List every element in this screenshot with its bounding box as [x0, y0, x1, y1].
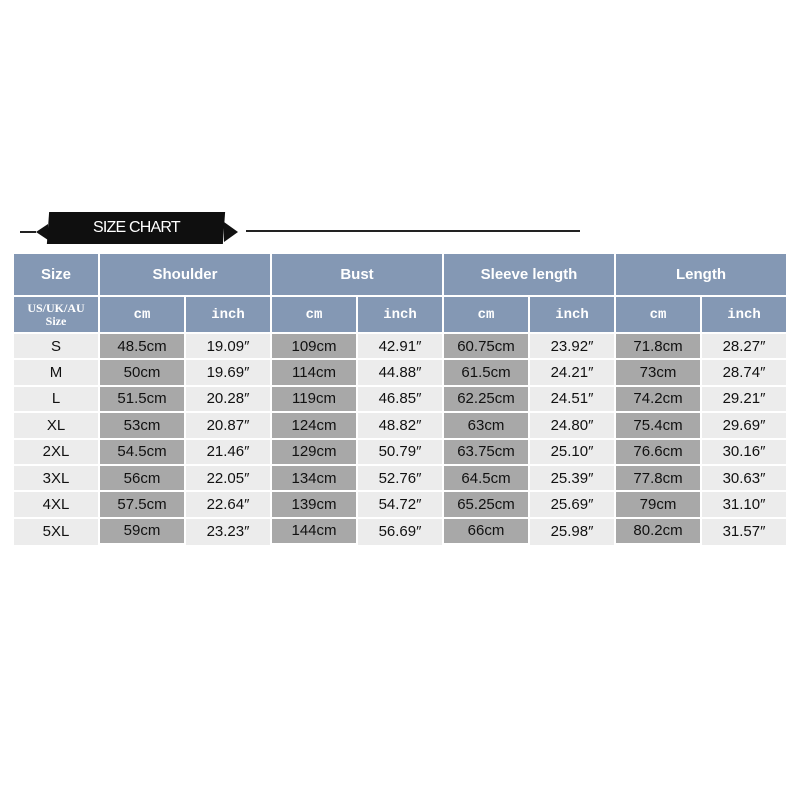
cell-shoulder-inch: 22.05″ [186, 466, 270, 492]
cell-bust-inch: 44.88″ [358, 360, 442, 386]
cell-size: 2XL [14, 440, 98, 466]
cell-shoulder-inch: 23.23″ [186, 519, 270, 545]
cell-shoulder-cm: 54.5cm [100, 440, 184, 466]
cell-sleeve-cm: 63cm [444, 413, 528, 439]
cell-length-cm: 74.2cm [616, 387, 700, 413]
cell-sleeve-inch: 24.51″ [530, 387, 614, 413]
cell-shoulder-cm: 51.5cm [100, 387, 184, 413]
cell-sleeve-cm: 64.5cm [444, 466, 528, 492]
cell-bust-inch: 42.91″ [358, 334, 442, 360]
cell-shoulder-inch: 19.69″ [186, 360, 270, 386]
cell-size: 5XL [14, 519, 98, 545]
banner-right-arrow-icon [224, 222, 238, 242]
subheader-bust-inch: inch [358, 297, 442, 334]
subheader-length-inch: inch [702, 297, 786, 334]
cell-length-inch: 28.27″ [702, 334, 786, 360]
cell-length-inch: 29.69″ [702, 413, 786, 439]
subheader-sleeve-cm: cm [444, 297, 528, 334]
size-chart-table [14, 254, 780, 545]
cell-length-inch: 28.74″ [702, 360, 786, 386]
cell-size: 3XL [14, 466, 98, 492]
cell-bust-cm: 139cm [272, 492, 356, 518]
cell-sleeve-cm: 66cm [444, 519, 528, 545]
cell-shoulder-cm: 48.5cm [100, 334, 184, 360]
cell-bust-cm: 144cm [272, 519, 356, 545]
cell-length-inch: 30.63″ [702, 466, 786, 492]
cell-bust-inch: 56.69″ [358, 519, 442, 545]
cell-sleeve-inch: 25.98″ [530, 519, 614, 545]
header-sleeve-length: Sleeve length [444, 254, 614, 297]
cell-shoulder-cm: 50cm [100, 360, 184, 386]
cell-sleeve-cm: 63.75cm [444, 440, 528, 466]
cell-size: M [14, 360, 98, 386]
subheader-shoulder-cm: cm [100, 297, 184, 334]
cell-length-cm: 71.8cm [616, 334, 700, 360]
banner-dash [20, 231, 36, 233]
header-bust: Bust [272, 254, 442, 297]
cell-size: L [14, 387, 98, 413]
cell-length-inch: 31.10″ [702, 492, 786, 518]
cell-shoulder-cm: 56cm [100, 466, 184, 492]
cell-length-inch: 30.16″ [702, 440, 786, 466]
cell-sleeve-inch: 25.39″ [530, 466, 614, 492]
cell-bust-cm: 134cm [272, 466, 356, 492]
header-shoulder: Shoulder [100, 254, 270, 297]
cell-shoulder-cm: 57.5cm [100, 492, 184, 518]
cell-sleeve-cm: 61.5cm [444, 360, 528, 386]
cell-sleeve-inch: 24.21″ [530, 360, 614, 386]
cell-shoulder-inch: 22.64″ [186, 492, 270, 518]
subheader-size-region [14, 297, 98, 334]
banner-left-arrow-icon [36, 224, 48, 240]
subheader-shoulder-inch: inch [186, 297, 270, 334]
cell-bust-cm: 114cm [272, 360, 356, 386]
cell-sleeve-cm: 60.75cm [444, 334, 528, 360]
size-chart-title: SIZE CHART [47, 212, 225, 244]
cell-size: XL [14, 413, 98, 439]
cell-bust-cm: 124cm [272, 413, 356, 439]
header-size: Size [14, 254, 98, 297]
cell-bust-cm: 109cm [272, 334, 356, 360]
cell-shoulder-cm: 59cm [100, 519, 184, 545]
cell-length-cm: 75.4cm [616, 413, 700, 439]
cell-size: 4XL [14, 492, 98, 518]
size-region-line-1: US/UK/AU [27, 300, 85, 315]
cell-bust-inch: 46.85″ [358, 387, 442, 413]
cell-bust-inch: 52.76″ [358, 466, 442, 492]
cell-sleeve-cm: 65.25cm [444, 492, 528, 518]
size-region-line-2: Size [45, 313, 67, 328]
cell-bust-cm: 119cm [272, 387, 356, 413]
cell-bust-cm: 129cm [272, 440, 356, 466]
subheader-length-cm: cm [616, 297, 700, 334]
cell-sleeve-inch: 23.92″ [530, 334, 614, 360]
cell-shoulder-inch: 20.87″ [186, 413, 270, 439]
cell-shoulder-inch: 20.28″ [186, 387, 270, 413]
subheader-sleeve-inch: inch [530, 297, 614, 334]
cell-length-inch: 31.57″ [702, 519, 786, 545]
cell-sleeve-inch: 25.10″ [530, 440, 614, 466]
cell-length-inch: 29.21″ [702, 387, 786, 413]
cell-length-cm: 80.2cm [616, 519, 700, 545]
cell-sleeve-inch: 24.80″ [530, 413, 614, 439]
cell-shoulder-inch: 19.09″ [186, 334, 270, 360]
cell-size: S [14, 334, 98, 360]
subheader-bust-cm: cm [272, 297, 356, 334]
cell-length-cm: 76.6cm [616, 440, 700, 466]
cell-length-cm: 73cm [616, 360, 700, 386]
cell-shoulder-inch: 21.46″ [186, 440, 270, 466]
cell-length-cm: 79cm [616, 492, 700, 518]
cell-length-cm: 77.8cm [616, 466, 700, 492]
cell-bust-inch: 54.72″ [358, 492, 442, 518]
cell-bust-inch: 50.79″ [358, 440, 442, 466]
banner-rule [246, 230, 580, 232]
cell-sleeve-cm: 62.25cm [444, 387, 528, 413]
cell-shoulder-cm: 53cm [100, 413, 184, 439]
cell-sleeve-inch: 25.69″ [530, 492, 614, 518]
cell-bust-inch: 48.82″ [358, 413, 442, 439]
header-length: Length [616, 254, 786, 297]
